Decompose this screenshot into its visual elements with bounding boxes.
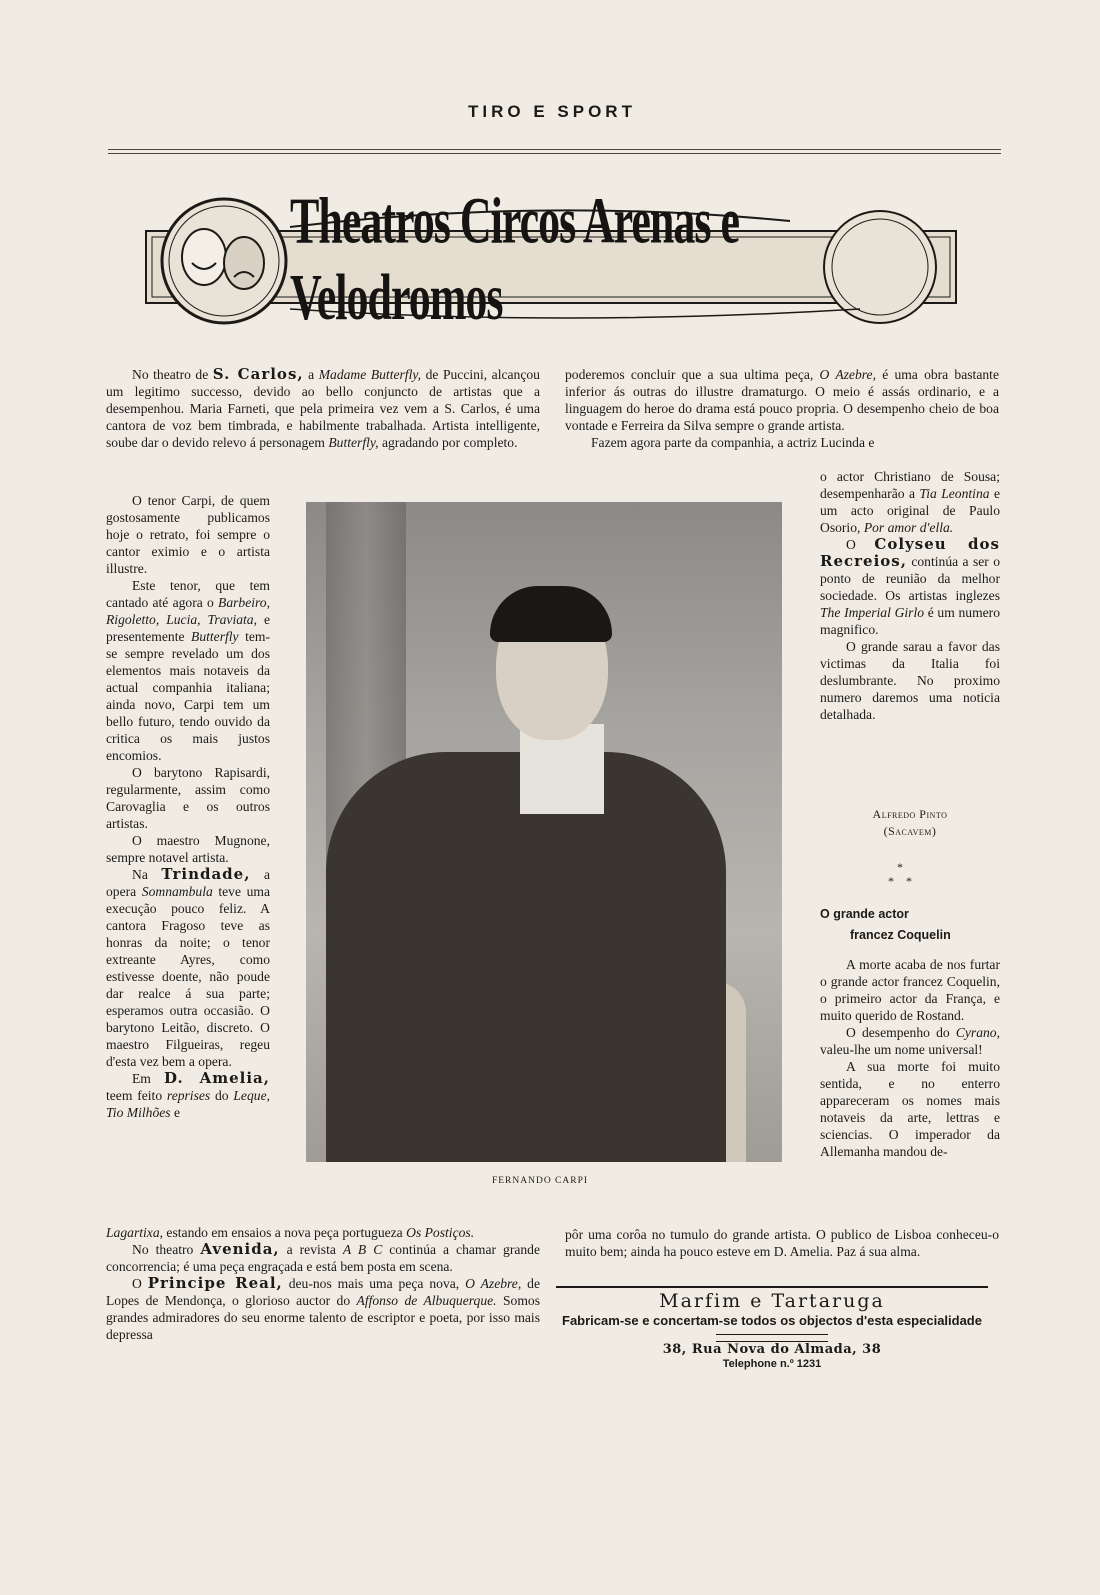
author-name: Alfredo Pinto <box>872 807 948 821</box>
text-run: deu-nos mais uma peça nova, <box>282 1276 466 1291</box>
paragraph-colyseu <box>820 536 1000 638</box>
masthead-logo <box>466 92 638 132</box>
column-1-bottom <box>106 1224 540 1343</box>
advert-title: Marfim e Tartaruga <box>659 1290 885 1312</box>
act-name: The Imperial Girlo <box>820 605 925 620</box>
paragraph-tenor-repertoire <box>106 577 270 764</box>
theatre-name-principe-real: Principe Real, <box>147 1274 283 1292</box>
text-run: continúa a ser o ponto de reunião da melhor sociedade. Os artistas inglezes <box>820 554 1000 603</box>
section-banner <box>140 184 964 334</box>
masthead-rule <box>108 149 1001 150</box>
column-2-bottom <box>565 1226 999 1260</box>
text-run: teve uma execução pouco feliz. A cantora Fragoso teve as honras da noite; o tenor extreante Ayres, como estivesse doente, não poude dar realce á sua parte; esperamos outra occasião. O barytono Leitão, discreto. O maestro Filgueiras, regeu d'esta vez bem a opera. <box>106 884 270 1069</box>
text-run: e presentemente <box>106 612 270 644</box>
text-run: poderemos concluir que a sua ultima peça, <box>565 367 820 382</box>
italic-term: reprises <box>166 1088 211 1103</box>
opera-title: Madame Butterfly, <box>318 367 422 382</box>
play-title: Cyrano, <box>955 1025 1000 1040</box>
paragraph-funeral-cont: pôr uma corôa no tumulo do grande artista. O publico de Lisboa conheceu-o muito bem; ainda ha pouco esteve em D. Amelia. Paz á sua alma. <box>565 1227 999 1259</box>
text-run: o actor Christiano de Sousa; desempenharão a <box>820 469 1000 501</box>
photo-hair <box>490 586 612 642</box>
coquelin-heading-line-1: O grande actor <box>820 907 909 921</box>
portrait-photo <box>306 502 782 1162</box>
masthead-logo-text: TIRO E SPORT <box>468 102 636 121</box>
revue-title: A B C <box>342 1242 383 1257</box>
text-run: a revista <box>279 1242 343 1257</box>
text-run: O <box>132 1276 148 1291</box>
text-run: tem-se sempre revelado um dos elementos mais notaveis da actual companhia italiana; ainda novo, Carpi tem um bello futuro, tendo ouvido da critica os mais justos encomios. <box>106 629 271 763</box>
text-run: Na <box>132 867 162 882</box>
play-title: Affonso de Albuquerque. <box>356 1293 497 1308</box>
author-signature <box>820 806 1000 840</box>
paragraph-coquelin-death: A morte acaba de nos furtar o grande actor francez Coquelin, o primeiro actor da França, e muito querido de Rostand. <box>820 957 1000 1023</box>
paragraph-barytono: O barytono Rapisardi, regularmente, assim como Carovaglia e os outros artistas. <box>106 765 270 831</box>
text-run: de Lopes de Mendonça, o glorioso auctor do <box>106 1276 540 1308</box>
text-run: e <box>170 1105 181 1120</box>
paragraph-azebre-review <box>565 366 999 434</box>
theatre-name-s-carlos: S. Carlos, <box>212 365 304 383</box>
play-title: O Azebre, <box>465 1276 522 1291</box>
column-1-intro <box>106 366 540 451</box>
column-2-narrow <box>820 468 1000 723</box>
paragraph-sarau: O grande sarau a favor das victimas da Italia foi deslumbrante. No proximo numero daremos uma noticia detalhada. <box>820 639 1000 722</box>
text-run: O <box>846 537 875 552</box>
text-run: Somos grandes admiradores do seu enorme talento de escriptor e poeta, por isso mais depressa <box>106 1293 540 1342</box>
paragraph-maestro: O maestro Mugnone, sempre notavel artista. <box>106 833 270 865</box>
advert-rule <box>556 1286 988 1288</box>
photo-caption: FERNANDO CARPI <box>491 1176 589 1186</box>
banner-title: Theatros Circos Arenas e Velodromos <box>290 184 739 334</box>
paragraph-principe-real <box>106 1275 540 1343</box>
advert-subtitle: Fabricam-se e concertam-se todos os objectos d'esta especialidade <box>562 1313 982 1328</box>
play-title: Os Postiços. <box>406 1225 475 1240</box>
play-title: Lagartixa, <box>106 1225 164 1240</box>
text-run: O desempenho do <box>846 1025 956 1040</box>
paragraph-d-amelia-cont <box>106 1224 540 1241</box>
paragraph-companhia-cont <box>820 468 1000 536</box>
advert-phone: Telephone n.º 1231 <box>722 1358 822 1370</box>
advert-address: 38, Rua Nova do Almada, 38 <box>662 1342 882 1357</box>
theatre-name-d-amelia: D. Amelia, <box>163 1069 270 1087</box>
role-name: Butterfly, <box>328 435 379 450</box>
column-2-intro <box>565 366 999 451</box>
advert-ornament-icon <box>716 1334 828 1342</box>
section-divider-stars <box>870 860 930 888</box>
paragraph-companhia: Fazem agora parte da companhia, a actriz Lucinda e <box>591 435 875 450</box>
coquelin-article <box>820 956 1000 1160</box>
paragraph-avenida <box>106 1241 540 1275</box>
theatre-name-trindade: Trindade, <box>161 865 251 883</box>
asterism-icon: * <box>897 860 903 874</box>
theatre-name-colyseu: Colyseu dos Recreios, <box>820 535 1000 570</box>
paragraph-trindade <box>106 866 270 1070</box>
theatre-name-avenida: Avenida, <box>200 1240 280 1258</box>
author-place: (Sacavem) <box>883 824 937 838</box>
paragraph-tenor-carpi: O tenor Carpi, de quem gostosamente publicamos hoje o retrato, foi sempre o cantor eximio e o artista illustre. <box>106 493 270 576</box>
column-1-narrow <box>106 492 270 1121</box>
text-run: do <box>210 1088 234 1103</box>
text-run: de Puccini, alcançou um legitimo successo, devido ao bello conjuncto de artistas que a desempenhou. Maria Farneti, que pela primeira vez vem a S. Carlos, é uma cantora de voz bem timbrada, e habilmente trabalhada. Artista intelligente, soube dar o devido relevo á personagem <box>106 367 540 450</box>
masthead-rule-double <box>108 153 1001 154</box>
coquelin-heading <box>820 904 1000 946</box>
text-run: continúa a chamar grande concorrencia; é uma peça engraçada e está bem posta em scena. <box>106 1242 541 1274</box>
text-run: valeu-lhe um nome universal! <box>820 1042 983 1057</box>
paragraph-s-carlos <box>106 366 540 451</box>
text-run: a opera <box>106 867 271 899</box>
coquelin-heading-line-2: francez Coquelin <box>850 928 951 942</box>
play-title: O Azebre, <box>819 367 876 382</box>
text-run: estando em ensaios a nova peça portugueza <box>163 1225 407 1240</box>
text-run: agradando por completo. <box>378 435 518 450</box>
opera-titles: Barbeiro, Rigoletto, Lucia, Traviata, <box>106 595 270 627</box>
text-run: Este tenor, que tem cantado até agora o <box>106 578 270 610</box>
asterism-icon: * * <box>888 874 912 888</box>
play-title: Tia Leontina <box>919 486 990 501</box>
play-title: Por amor d'ella. <box>863 520 954 535</box>
text-run: No theatro <box>132 1242 201 1257</box>
text-run: é uma obra bastante inferior ás outras do illustre dramaturgo. O meio é assás ordinario, e a linguagem do heroe do drama está pouco propria. O desempenho cheio de boa vontade e Ferreira da Silva sempre o grande artista. <box>565 367 999 433</box>
text-run: No theatro de <box>132 367 213 382</box>
text-run: Em <box>132 1071 164 1086</box>
text-run: teem feito <box>106 1088 167 1103</box>
paragraph-funeral: A sua morte foi muito sentida, e no enterro appareceram os nomes mais notaveis da arte, lettras e sciencias. O imperador da Allemanha mandou de- <box>820 1059 1000 1159</box>
opera-title: Butterfly <box>191 629 239 644</box>
paragraph-d-amelia <box>106 1070 270 1121</box>
opera-title: Somnambula <box>141 884 213 899</box>
play-titles: Leque, Tio Milhões <box>106 1088 270 1120</box>
text-run: e um acto original de Paulo Osorio, <box>820 486 1000 535</box>
paragraph-cyrano <box>820 1024 1000 1058</box>
text-run: a <box>303 367 319 382</box>
text-run: é um numero magnifico. <box>820 605 1000 637</box>
